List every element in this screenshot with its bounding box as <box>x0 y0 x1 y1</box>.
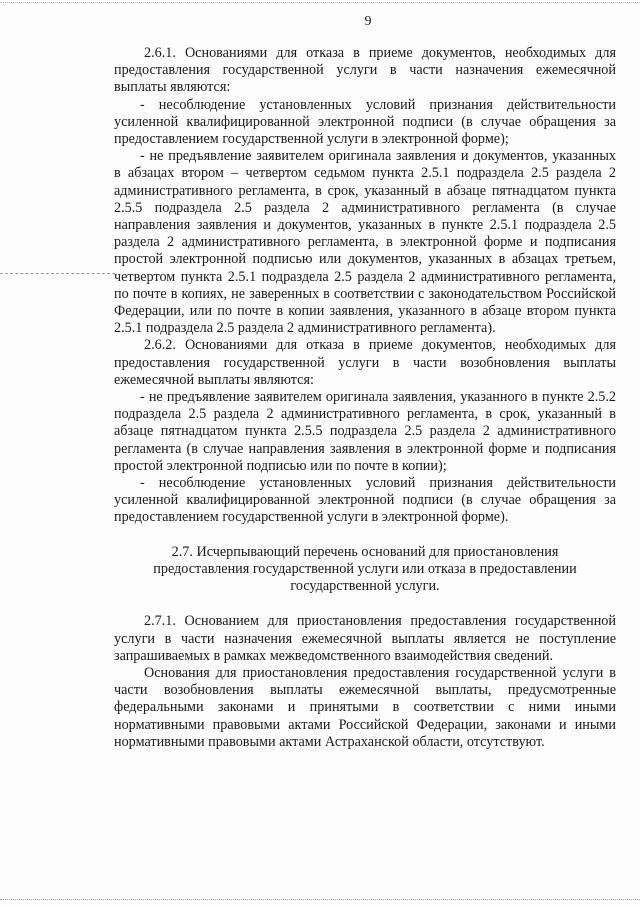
list-item: - несоблюдение установленных условий признания действительности усиленной квалифицированной электронной подписи (в случае обращения за предоставлением государственной услуги в электронной форме); <box>114 96 616 148</box>
paragraph-2-6-1: 2.6.1. Основаниями для отказа в приеме документов, необходимых для предоставления государственной услуги в части назначения ежемесячной выплаты являются: <box>114 45 616 96</box>
scan-edge-top <box>0 2 640 3</box>
paragraph-2-7-1: 2.7.1. Основанием для приостановления предоставления государственной услуги в части назначения ежемесячной выплаты является не поступление запрашиваемых в рамках межведомственного взаимодействия сведений. <box>114 613 616 664</box>
page-number: 9 <box>364 14 372 29</box>
paragraph-2-6-2: 2.6.2. Основаниями для отказа в приеме документов, необходимых для предоставления государственной услуги в части возобновления выплаты ежемесячной выплаты являются: <box>114 337 616 388</box>
section-heading-2-7: 2.7. Исчерпывающий перечень оснований для приостановления предоставления государственной услуги или отказа в предоставлении государственной услуги. <box>153 543 577 595</box>
paragraph-suspension-grounds: Основания для приостановления предоставления государственной услуги в части возобновления выплаты ежемесячной выплаты, предусмотренные федеральными законами и принятыми в соответствии с ними иными нормативными правовыми актами Российской Федерации, законами и иными нормативными правовыми актами Астраханской области, отсутствуют. <box>114 664 616 750</box>
list-item: - не предъявление заявителем оригинала заявления, указанного в пункте 2.5.2 подраздела 2.5 раздела 2 административного регламента, в срок, указанный в абзаце пятнадцатом пункта 2.5.5 подраздела 2.5 раздела 2 административного регламента (в случае направления заявления в электронной форме и подписания простой электронной подписью или по почте в копии); <box>114 389 616 474</box>
list-item: - несоблюдение установленных условий признания действительности усиленной квалифицированной электронной подписи (в случае обращения за предоставлением государственной услуги в электронной форме). <box>114 475 616 526</box>
list-item: - не предъявление заявителем оригинала заявления и документов, указанных в абзацах втором – четвертом седьмом пункта 2.5.1 подраздела 2.5 раздела 2 административного регламента, в срок, указанный в абзаце пятнадцатом пункта 2.5.5 подраздела 2.5 раздела 2 административного регламента (в случае направления заявления и документов, указанных в пункте 2.5.1 подраздела 2.5 раздела 2 административного регламента, в электронной форме и подписания простой электронной подписью или документов, указанных в абзацах третьем, четвертом пункта 2.5.1 подраздела 2.5 раздела 2 административного регламента, по почте в копиях, не заверенных в соответствии с законодательством Российской Федерации, или по почте в копии заявления, указанного в абзаце втором пункта 2.5.1 подраздела 2.5 раздела 2 административного регламента). <box>114 148 616 337</box>
scan-edge-bottom <box>0 899 640 900</box>
document-body <box>114 45 616 751</box>
scan-fold-mark <box>0 273 115 274</box>
